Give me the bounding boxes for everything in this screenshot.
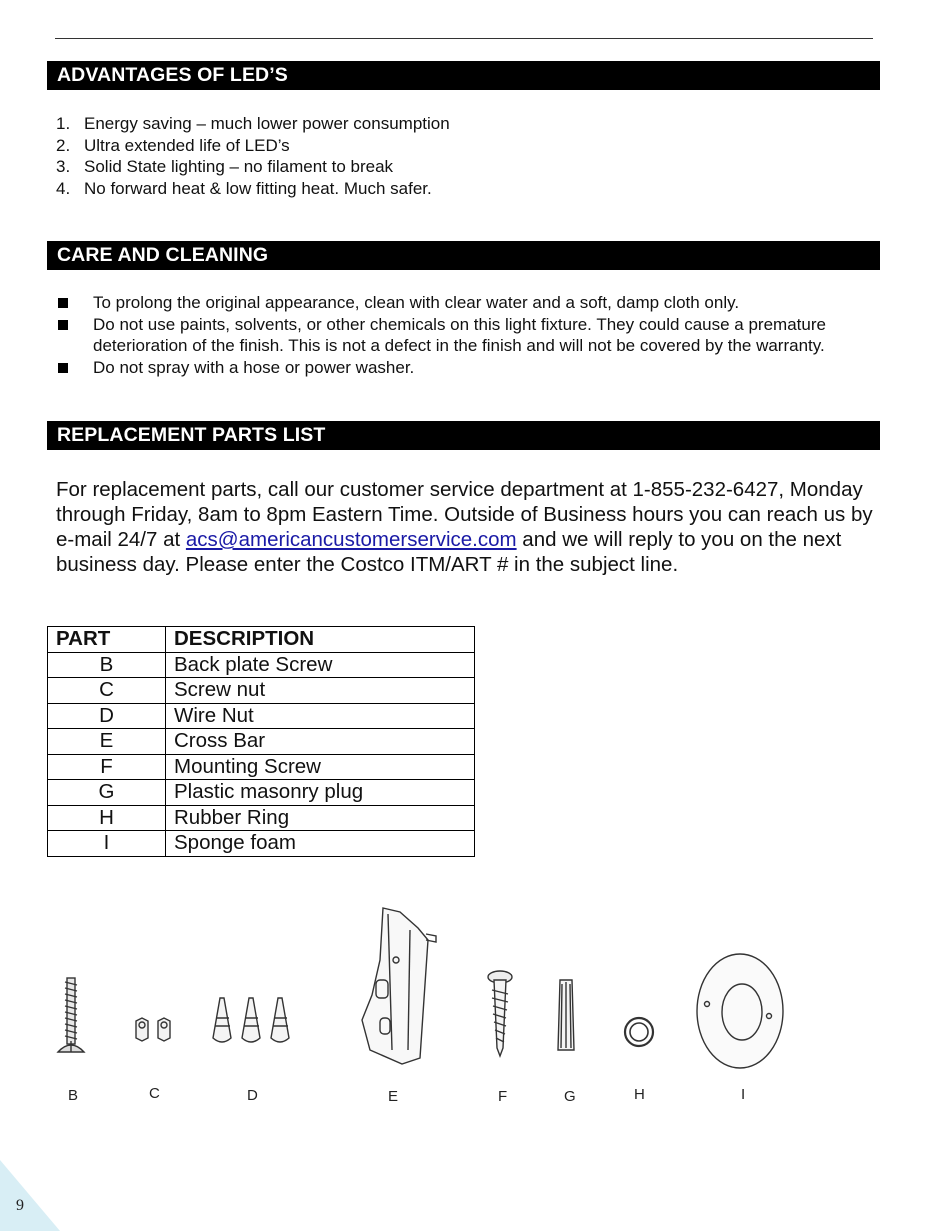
list-item: Do not spray with a hose or power washer.	[56, 357, 856, 379]
cross-bar-icon	[362, 908, 436, 1064]
mounting-screw-icon	[488, 971, 512, 1056]
masonry-plug-icon	[558, 980, 574, 1050]
top-rule	[55, 38, 873, 39]
rubber-ring-icon	[625, 1018, 653, 1046]
bullet-square-icon	[58, 320, 68, 330]
advantages-heading: ADVANTAGES OF LED’S	[47, 61, 880, 90]
table-row: I Sponge foam	[48, 831, 475, 857]
part-label-d: D	[247, 1087, 258, 1104]
part-label-g: G	[564, 1088, 576, 1105]
part-label-h: H	[634, 1086, 645, 1103]
advantages-list	[56, 113, 450, 199]
wire-nut-icon	[213, 998, 289, 1042]
bullet-square-icon	[58, 298, 68, 308]
part-label-b: B	[68, 1087, 79, 1104]
column-header-part: PART	[48, 627, 166, 653]
parts-illustration	[40, 900, 860, 1120]
table-row: E Cross Bar	[48, 729, 475, 755]
sponge-foam-icon	[697, 954, 783, 1068]
list-item: 1. Energy saving – much lower power consumption	[56, 114, 450, 133]
table-row: F Mounting Screw	[48, 754, 475, 780]
parts-table	[47, 626, 475, 857]
list-item: 4. No forward heat & low fitting heat. Much safer.	[56, 178, 432, 198]
part-label-c: C	[149, 1085, 160, 1102]
list-item: 2. Ultra extended life of LED’s	[56, 135, 290, 155]
part-label-f: F	[498, 1088, 508, 1105]
support-email-link[interactable]: acs@americancustomerservice.com	[185, 528, 517, 551]
bullet-square-icon	[58, 363, 68, 373]
part-label-e: E	[388, 1088, 399, 1105]
screw-nut-icon	[136, 1018, 170, 1041]
list-item: To prolong the original appearance, clean with clear water and a soft, damp cloth only.	[56, 292, 856, 314]
page-corner-decoration	[0, 1160, 60, 1231]
care-heading: CARE AND CLEANING	[47, 241, 880, 270]
list-item: Do not use paints, solvents, or other chemicals on this light fixture. They could cause a premature deterioration of the finish. This is not a defect in the finish and will not be covered by the warranty.	[56, 314, 856, 357]
table-row: G Plastic masonry plug	[48, 780, 475, 806]
table-row: C Screw nut	[48, 678, 475, 704]
page-number: 9	[16, 1197, 24, 1214]
back-plate-screw-icon	[58, 978, 84, 1052]
table-row: H Rubber Ring	[48, 805, 475, 831]
table-row: D Wire Nut	[48, 703, 475, 729]
table-header-row	[48, 627, 475, 653]
table-row: B Back plate Screw	[48, 652, 475, 678]
list-item: 3. Solid State lighting – no filament to break	[56, 157, 394, 176]
replacement-heading: REPLACEMENT PARTS LIST	[47, 421, 880, 450]
column-header-description: DESCRIPTION	[166, 627, 475, 653]
care-list	[56, 292, 856, 378]
part-label-i: I	[741, 1086, 746, 1103]
replacement-paragraph: For replacement parts, call our customer service department at 1-855-232-6427, Monday through Friday, 8am to 8pm Eastern Time. Outside of Business hours you can reach us by e-mail 24/7 at acs@americancustomerservice.com and we will reply to you on the next business day. Please enter the Costco ITM/ART # in the subject line.	[56, 478, 873, 576]
